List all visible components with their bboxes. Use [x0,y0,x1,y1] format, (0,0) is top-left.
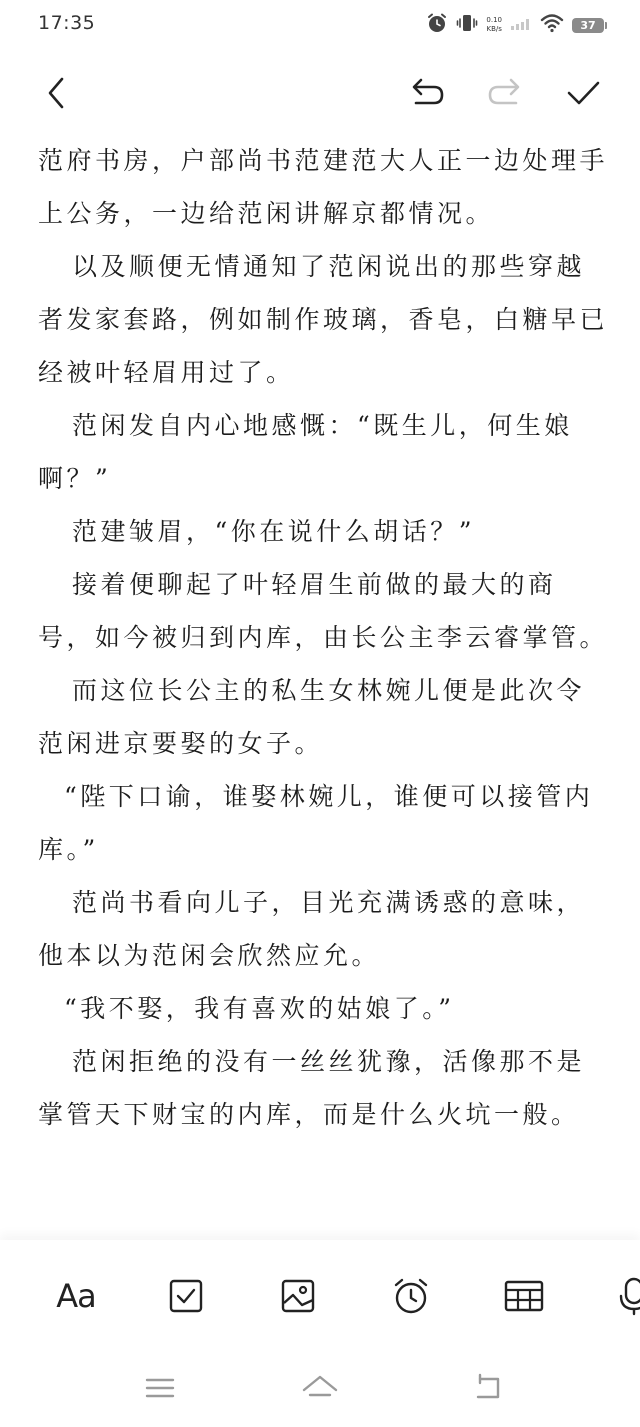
back-arrow-icon [42,73,72,113]
undo-icon [406,75,448,111]
alarm-clock-icon [391,1276,431,1316]
back-button[interactable] [32,70,82,116]
redo-button[interactable] [480,70,530,116]
wifi-icon [540,13,564,37]
note-paragraph[interactable]: 范府书房，户部尚书范建范大人正一边处理手上公务，一边给范闲讲解京都情况。 [38,146,609,228]
note-paragraph[interactable]: 以及顺便无情通知了范闲说出的那些穿越者发家套路，例如制作玻璃，香皂，白糖早已经被叶轻眉用过了。 [38,252,609,387]
reminder-button[interactable] [388,1272,434,1320]
checkbox-icon [168,1278,204,1314]
status-bar [0,0,640,48]
note-paragraph[interactable]: 接着便聊起了叶轻眉生前做的最大的商号，如今被归到内库，由长公主李云睿掌管。 [38,570,609,652]
note-paragraph[interactable]: 范尚书看向儿子，目光充满诱惑的意味，他本以为范闲会欣然应允。 [38,888,586,970]
undo-button[interactable] [402,70,452,116]
note-paragraph[interactable]: 范闲拒绝的没有一丝丝犹豫，活像那不是掌管天下财宝的内库，而是什么火坑一般。 [38,1047,586,1129]
system-nav-bar [0,1350,640,1427]
note-paragraph[interactable]: 而这位长公主的私生女林婉儿便是此次令范闲进京要娶的女子。 [38,676,586,758]
net-speed [486,16,502,34]
recent-apps-button[interactable] [138,1368,182,1408]
checkmark-icon [562,75,604,111]
editor-toolbar [0,60,640,126]
microphone-icon [616,1276,640,1316]
note-body[interactable] [38,134,608,1141]
done-button[interactable] [558,70,608,116]
note-paragraph[interactable]: “我不娶，我有喜欢的姑娘了。” [64,994,455,1023]
insert-image-button[interactable] [276,1272,320,1320]
note-paragraph[interactable]: 范闲发自内心地感慨：“既生儿，何生娘啊？” [38,411,573,493]
image-icon [280,1278,316,1314]
home-icon [301,1373,339,1403]
font-style-button[interactable]: Aa [56,1277,96,1315]
table-icon [504,1278,544,1314]
net-speed-unit: KB/s [486,25,502,33]
system-back-button[interactable] [466,1368,510,1408]
voice-input-button[interactable] [612,1272,640,1320]
status-icons [426,12,604,38]
insert-table-button[interactable] [500,1272,548,1320]
note-paragraph[interactable]: 范建皱眉，“你在说什么胡话？” [72,517,476,546]
signal-icon [510,16,532,35]
menu-icon [145,1376,175,1400]
home-button[interactable] [298,1368,342,1408]
redo-icon [484,75,526,111]
battery-icon: 37 [572,18,604,33]
net-speed-value: 0.10 [486,16,502,24]
alarm-icon [426,12,448,38]
note-paragraph[interactable]: “陛下口谕，谁娶林婉儿，谁便可以接管内库。” [38,782,594,864]
back-icon [472,1373,504,1403]
checklist-button[interactable] [164,1272,208,1320]
format-bar [0,1240,640,1350]
vibrate-icon [456,12,478,38]
status-time: 17:35 [38,12,96,34]
